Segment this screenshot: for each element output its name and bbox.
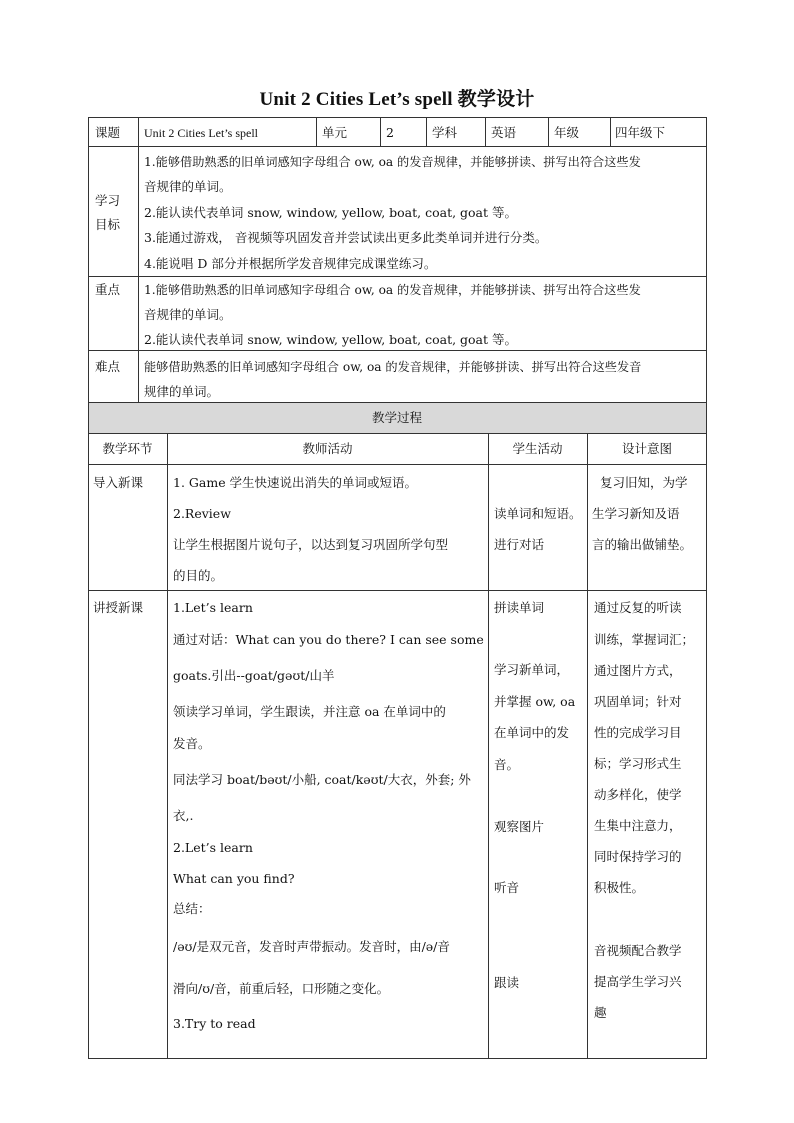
intro-teacher-line: 2.Review (173, 506, 231, 521)
grade-value: 四年级下 (615, 125, 666, 140)
lecture-intent-line: 积极性。 (594, 880, 645, 895)
col-divider (380, 117, 381, 146)
row-divider (88, 402, 707, 403)
lecture-teacher-line: 2.Let’s learn (173, 840, 253, 855)
key-point-line: 1.能够借助熟悉的旧单词感知字母组合 ow, oa 的发音规律，并能够拼读、拼写出符合这些发 (144, 283, 641, 297)
grade-label: 年级 (554, 125, 580, 140)
lecture-intent-line: 生集中注意力， (594, 818, 682, 833)
intro-teacher-line: 的目的。 (173, 568, 224, 583)
row-divider (88, 276, 707, 277)
lecture-teacher-line: goats.引出--goat/gəʊt/山羊 (173, 668, 335, 683)
intro-intent-line: 复习旧知，为学 (600, 475, 688, 490)
col-header-stage: 教学环节 (102, 441, 153, 456)
lecture-intent-line: 趣 (594, 1005, 607, 1020)
unit-label: 单元 (322, 125, 348, 140)
lecture-teacher-line: 衣,. (173, 808, 194, 823)
lecture-intent-line: 训练，掌握词汇； (594, 632, 695, 647)
row-divider (88, 433, 707, 434)
lecture-intent-line: 通过图片方式， (594, 663, 682, 678)
lecture-intent-line: 标；学习形式生 (594, 756, 682, 771)
row-divider (88, 464, 707, 465)
col-divider (316, 117, 317, 146)
row-divider (88, 146, 707, 147)
subject-label: 学科 (432, 125, 458, 140)
lecture-intent-line: 提高学生学习兴 (594, 974, 682, 989)
course-value: Unit 2 Cities Let’s spell (144, 126, 258, 140)
row-divider (88, 590, 707, 591)
intro-intent-line: 言的输出做铺垫。 (592, 537, 693, 552)
key-points-label: 重点 (95, 282, 121, 297)
lecture-teacher-line: 滑向/ʊ/音，前重后轻，口形随之变化。 (173, 981, 390, 996)
objective-line: 3.能通过游戏， 音视频等巩固发音并尝试读出更多此类单词并进行分类。 (144, 230, 548, 245)
lecture-teacher-line: 同法学习 boat/bəʊt/小船, coat/kəʊt/大衣，外套; 外 (173, 772, 471, 787)
intro-teacher-line: 让学生根据图片说句子，以达到复习巩固所学句型 (173, 537, 449, 552)
lecture-teacher-line: What can you find? (173, 871, 295, 886)
objectives-label: 目标 (95, 217, 121, 232)
difficulties-label: 难点 (95, 359, 121, 374)
difficulty-line: 规律的单词。 (144, 384, 220, 399)
subject-value: 英语 (491, 125, 517, 140)
objective-line: 1.能够借助熟悉的旧单词感知字母组合 ow, oa 的发音规律，并能够拼读、拼写出符合这些发 (144, 155, 641, 169)
unit-value: 2 (386, 125, 394, 140)
lecture-student-line: 跟读 (494, 975, 520, 990)
lecture-student-line: 观察图片 (494, 819, 545, 834)
col-divider (485, 117, 486, 146)
col-header-teacher: 教师活动 (302, 441, 353, 456)
lecture-student-line: 音。 (494, 757, 520, 772)
intro-intent-line: 生学习新知及语 (592, 506, 680, 521)
intro-stage: 导入新课 (93, 475, 144, 490)
lecture-teacher-line: 总结： (173, 901, 211, 916)
objectives-label: 学习 (95, 193, 121, 208)
intro-teacher-line: 1. Game 学生快速说出消失的单词或短语。 (173, 475, 418, 490)
difficulty-line: 能够借助熟悉的旧单词感知字母组合 ow, oa 的发音规律，并能够拼读、拼写出符合这些发音 (144, 360, 642, 374)
lecture-teacher-line: 领读学习单词，学生跟读，并注意 oa 在单词中的 (173, 704, 446, 719)
page-title: Unit 2 Cities Let’s spell 教学设计 (259, 89, 535, 110)
lecture-student-line: 学习新单词， (494, 662, 570, 677)
col-divider (587, 433, 588, 1059)
course-label: 课题 (95, 125, 121, 140)
col-divider (138, 117, 139, 146)
col-divider (548, 117, 549, 146)
key-point-line: 音规律的单词。 (144, 307, 232, 322)
lecture-teacher-line: 通过对话：What can you do there? I can see some (173, 632, 484, 647)
lecture-student-line: 听音 (494, 880, 520, 895)
lecture-intent-line: 巩固单词；针对 (594, 694, 682, 709)
intro-student-line: 读单词和短语。 (494, 506, 582, 521)
row-divider (88, 350, 707, 351)
col-divider (138, 146, 139, 402)
lecture-intent-line: 性的完成学习目 (594, 725, 682, 740)
objective-line: 4.能说唱 D 部分并根据所学发音规律完成课堂练习。 (144, 256, 437, 271)
intro-student-line: 进行对话 (494, 537, 545, 552)
lecture-intent-line: 音视频配合教学 (594, 943, 682, 958)
objective-line: 音规律的单词。 (144, 179, 232, 194)
col-divider (426, 117, 427, 146)
col-header-student: 学生活动 (512, 441, 563, 456)
lecture-teacher-line: 发音。 (173, 736, 211, 751)
lecture-teacher-line: 3.Try to read (173, 1016, 256, 1031)
process-title: 教学过程 (371, 410, 422, 425)
lecture-teacher-line: /əʊ/是双元音，发音时声带振动。发音时，由/ə/音 (173, 939, 450, 954)
lecture-intent-line: 动多样化，使学 (594, 787, 682, 802)
lecture-intent-line: 同时保持学习的 (594, 849, 682, 864)
lecture-student-line: 并掌握 ow, oa (494, 694, 576, 709)
col-header-intent: 设计意图 (621, 441, 672, 456)
col-divider (488, 433, 489, 1059)
objective-line: 2.能认读代表单词 snow, window, yellow, boat, coat, goat 等。 (144, 205, 518, 220)
col-divider (167, 433, 168, 1059)
key-point-line: 2.能认读代表单词 snow, window, yellow, boat, coat, goat 等。 (144, 332, 518, 347)
lecture-student-line: 在单词中的发 (494, 725, 570, 740)
lecture-teacher-line: 1.Let’s learn (173, 600, 253, 615)
lecture-student-line: 拼读单词 (494, 600, 545, 615)
lecture-stage: 讲授新课 (93, 600, 144, 615)
col-divider (610, 117, 611, 146)
lecture-intent-line: 通过反复的听读 (594, 600, 682, 615)
